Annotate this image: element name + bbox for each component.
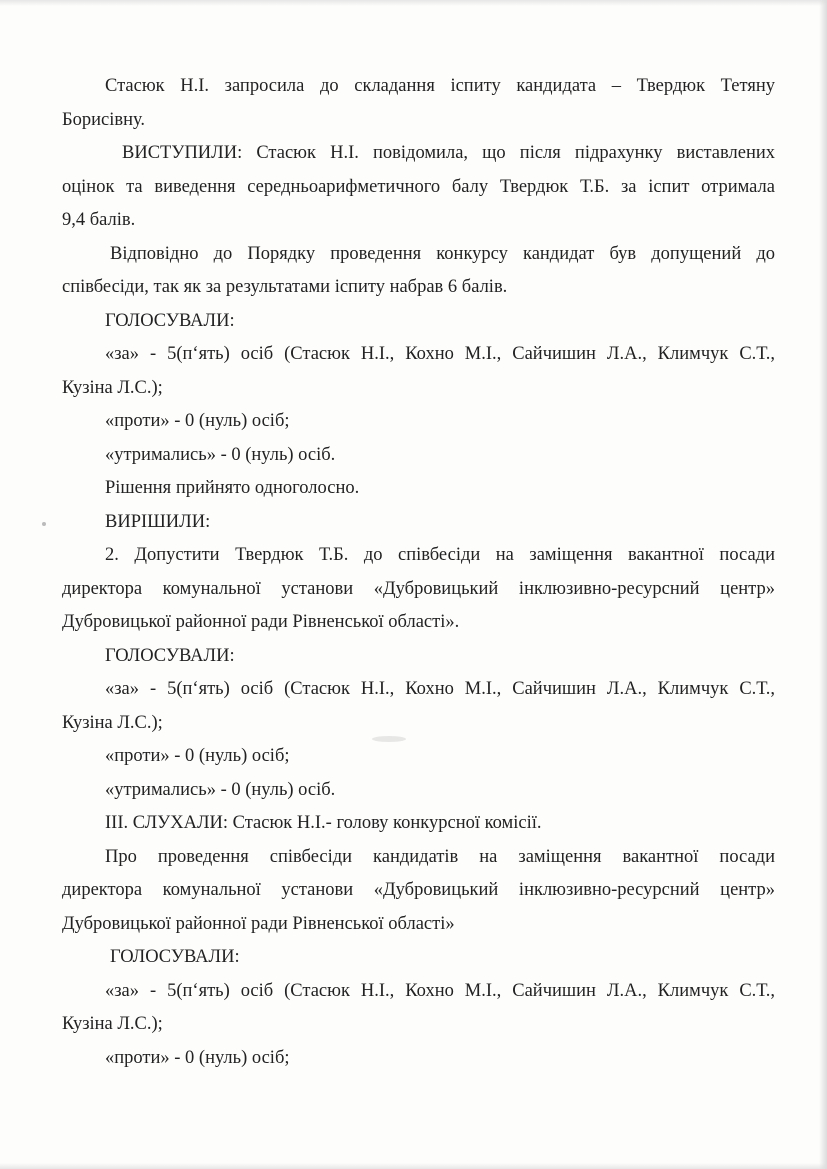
decision-line: Рішення прийнято одноголосно. [105,478,360,498]
paragraph-line: 9,4 балів. [62,210,136,230]
paragraph-line: оцінок та виведення середньоарифметичного балу Твердюк Т.Б. за іспит отримала [62,176,775,197]
paragraph-line: Про проведення співбесіди кандидатів на заміщення вакантної посади [105,846,775,867]
section-heading: ІІІ. СЛУХАЛИ: Стасюк Н.І.- голову конкурсної комісії. [105,813,542,833]
vote-against-line: «проти» - 0 (нуль) осіб; [105,411,290,431]
section-heading: ВИРІШИЛИ: [105,511,211,532]
vote-for-line: «за» - 5(п‘ять) осіб (Стасюк Н.І., Кохно М.І., Сайчишин Л.А., Климчук С.Т., [105,980,775,1001]
paragraph-line: Дубровицької районної ради Рівненської області». [62,612,460,632]
vote-against-line: «проти» - 0 (нуль) осіб; [105,1047,290,1068]
scan-edge-bottom [0,1163,827,1169]
paragraph-line: Кузіна Л.С.); [62,377,163,398]
vote-abstain-line: «утримались» - 0 (нуль) осіб. [105,444,336,465]
scan-speck [42,522,46,526]
vote-for-line: «за» - 5(п‘ять) осіб (Стасюк Н.І., Кохно М.І., Сайчишин Л.А., Климчук С.Т., [105,344,775,364]
scan-edge-right [819,0,827,1169]
section-heading: ГОЛОСУВАЛИ: [105,310,235,331]
paragraph-line: 2. Допустити Твердюк Т.Б. до співбесіди на заміщення вакантної посади [105,545,775,565]
document-body [62,70,775,1075]
paragraph-line: директора комунальної установи «Дубровицький інклюзивно-ресурсний центр» [62,880,775,900]
paragraph-line: Кузіна Л.С.); [62,1014,163,1034]
vote-abstain-line: «утримались» - 0 (нуль) осіб. [105,779,336,800]
paragraph-line: Відповідно до Порядку проведення конкурсу кандидат був допущений до [110,243,775,264]
paragraph-line: Дубровицької районної ради Рівненської області» [62,913,455,934]
paragraph-line: Кузіна Л.С.); [62,712,163,733]
paragraph-line: співбесіди, так як за результатами іспиту набрав 6 балів. [62,277,508,297]
scan-edge-top [0,0,827,6]
paragraph-line: ВИСТУПИЛИ: Стасюк Н.І. повідомила, що після підрахунку виставлених [122,143,775,163]
section-heading: ГОЛОСУВАЛИ: [110,947,240,967]
paragraph-line: директора комунальної установи «Дубровицький інклюзивно-ресурсний центр» [62,578,775,599]
vote-for-line: «за» - 5(п‘ять) осіб (Стасюк Н.І., Кохно М.І., Сайчишин Л.А., Климчук С.Т., [105,679,775,699]
paragraph-line: Борисівну. [62,109,146,130]
section-heading: ГОЛОСУВАЛИ: [105,645,235,666]
vote-against-line: «проти» - 0 (нуль) осіб; [105,746,290,766]
paragraph-line: Стасюк Н.І. запросила до складання іспиту кандидата – Твердюк Тетяну [105,76,775,96]
